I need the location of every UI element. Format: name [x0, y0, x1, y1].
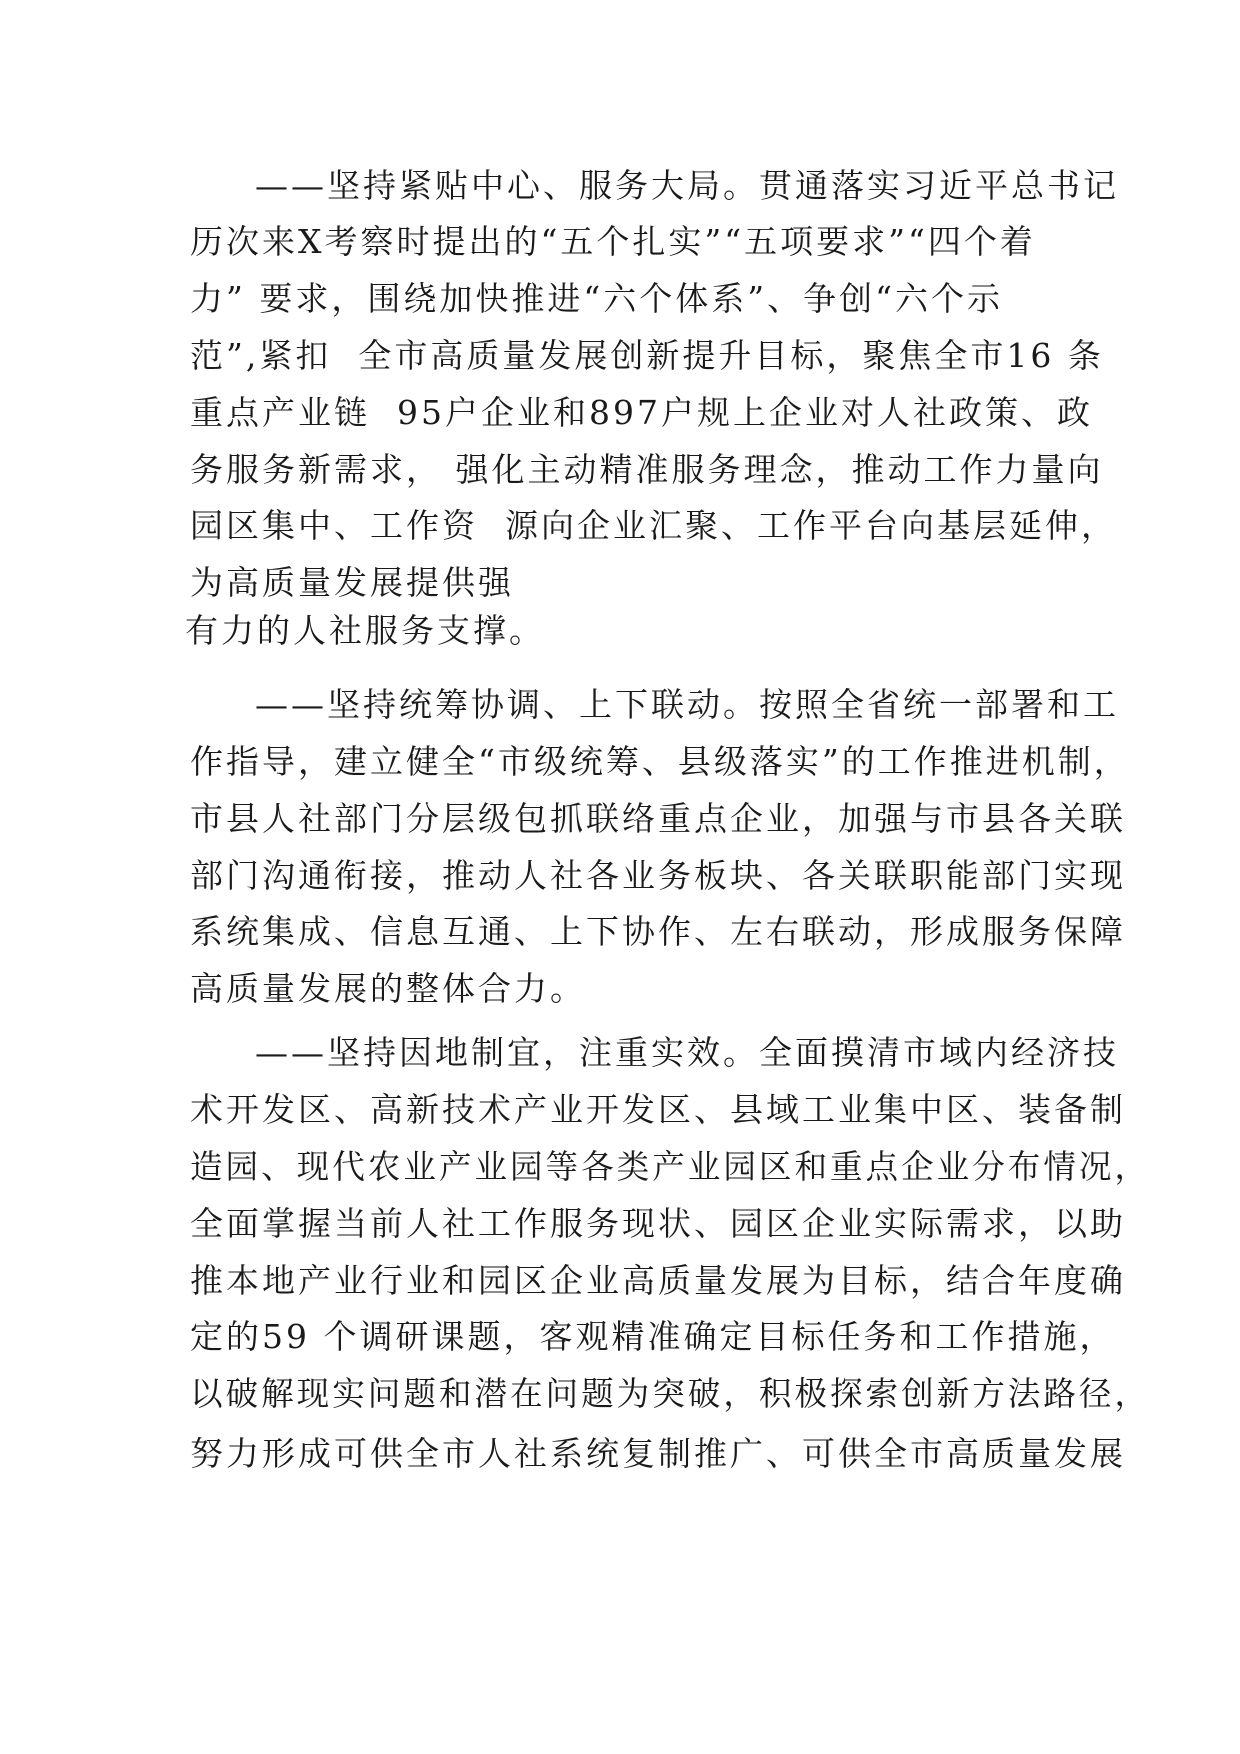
- paragraph-1-line-2: 历次来X考察时提出的“五个扎实”“五项要求”“四个着: [190, 222, 1036, 261]
- paragraph-1-line-1: ——坚持紧贴中心、服务大局。贯通落实习近平总书记: [255, 166, 1119, 205]
- paragraph-1-line-3: 力” 要求，围绕加快推进“六个体系”、争创“六个示: [190, 279, 1003, 318]
- paragraph-3-line-7: 以破解现实问题和潜在问题为突破，积极探索创新方法路径，: [190, 1374, 1150, 1413]
- paragraph-1-line-5: 重点产业链 95户企业和897户规上企业对人社政策、政: [190, 393, 1093, 432]
- paragraph-3-line-4: 全面掌握当前人社工作服务现状、园区企业实际需求，以助: [190, 1204, 1126, 1243]
- paragraph-2-line-2: 作指导，建立健全“市级统筹、县级落实”的工作推进机制，: [190, 742, 1130, 781]
- paragraph-1-line-9: 有力的人社服务支撑。: [185, 611, 545, 650]
- paragraph-2-line-5: 系统集成、信息互通、上下协作、左右联动，形成服务保障: [190, 912, 1126, 951]
- paragraph-2-line-6: 高质量发展的整体合力。: [190, 969, 586, 1008]
- paragraph-3-line-2: 术开发区、高新技术产业开发区、县域工业集中区、装备制: [190, 1090, 1126, 1129]
- paragraph-3-line-1: ——坚持因地制宜，注重实效。全面摸清市域内经济技: [255, 1033, 1119, 1072]
- paragraph-2-line-1: ——坚持统筹协调、上下联动。按照全省统一部署和工: [255, 685, 1119, 724]
- paragraph-1-line-6: 务服务新需求， 强化主动精准服务理念，推动工作力量向: [190, 450, 1104, 489]
- paragraph-1-line-7: 园区集中、工作资 源向企业汇聚、工作平台向基层延伸，: [190, 506, 1117, 545]
- paragraph-3-line-3: 造园、现代农业产业园等各类产业园区和重点企业分布情况，: [190, 1147, 1150, 1186]
- paragraph-1-line-4: 范”,紧扣 全市高质量发展创新提升目标，聚焦全市16 条: [190, 336, 1104, 375]
- paragraph-3-line-8: 努力形成可供全市人社系统复制推广、可供全市高质量发展: [190, 1434, 1126, 1473]
- paragraph-1-line-8: 为高质量发展提供强: [190, 563, 514, 602]
- paragraph-2-line-4: 部门沟通衔接，推动人社各业务板块、各关联职能部门实现: [190, 856, 1126, 895]
- paragraph-3-line-6: 定的59 个调研课题，客观精准确定目标任务和工作措施，: [190, 1317, 1116, 1356]
- paragraph-2-line-3: 市县人社部门分层级包抓联络重点企业，加强与市县各关联: [190, 799, 1126, 838]
- paragraph-3-line-5: 推本地产业行业和园区企业高质量发展为目标，结合年度确: [190, 1261, 1126, 1300]
